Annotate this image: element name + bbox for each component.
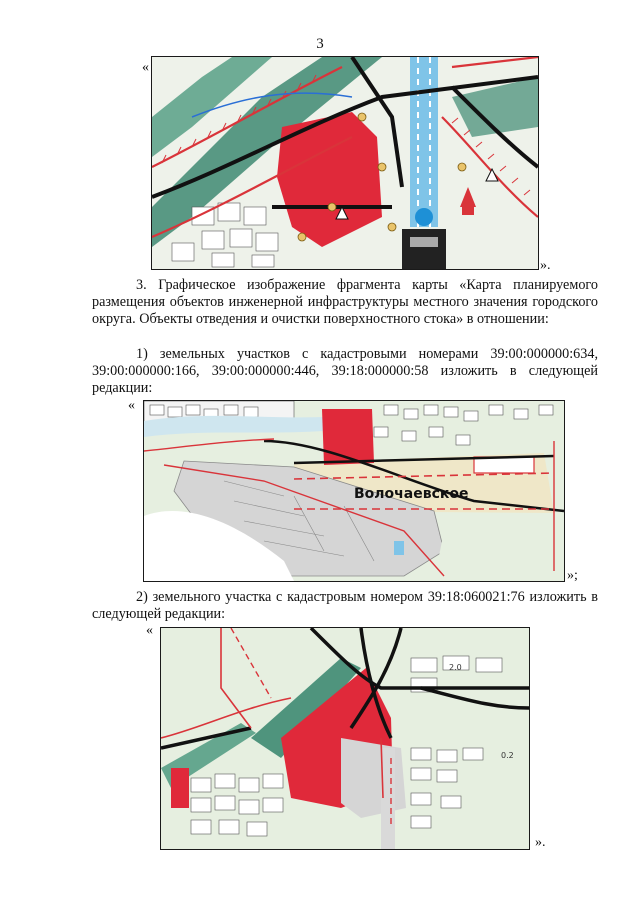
map1-close-quote: ». <box>540 258 551 273</box>
map3-fragment <box>160 627 530 850</box>
map3-mark-label: 0.2 <box>501 751 514 760</box>
subitem1-paragraph: 1) земельных участков с кадастровыми номерами 39:00:000000:634, 39:00:000000:166, 39:00:000000:446, 39:18:000000:58 изложить в следующей редакции: <box>92 346 598 396</box>
map3-code-label: 2.0 <box>449 663 462 672</box>
page-number: 3 <box>316 36 324 52</box>
item3-paragraph: 3. Графическое изображение фрагмента карты «Карта планируемого размещения объектов инженерной инфраструктуры местного значения городского округа. Объекты отведения и очистки поверхностного стока» в отношении: <box>92 277 598 327</box>
map2-label-volochaevskoe: Волочаевское <box>354 486 469 502</box>
map2-open-quote: « <box>128 398 135 413</box>
subitem2-paragraph: 2) земельного участка с кадастровым номером 39:18:060021:76 изложить в следующей редакции: <box>92 589 598 622</box>
map2-fragment <box>143 400 565 582</box>
map1-fragment <box>151 56 539 270</box>
map3-open-quote: « <box>146 623 153 638</box>
map1-open-quote: « <box>142 60 149 75</box>
map3-close-quote: ». <box>535 835 546 850</box>
map2-close-quote: »; <box>567 568 578 583</box>
river-corridor <box>410 57 438 227</box>
